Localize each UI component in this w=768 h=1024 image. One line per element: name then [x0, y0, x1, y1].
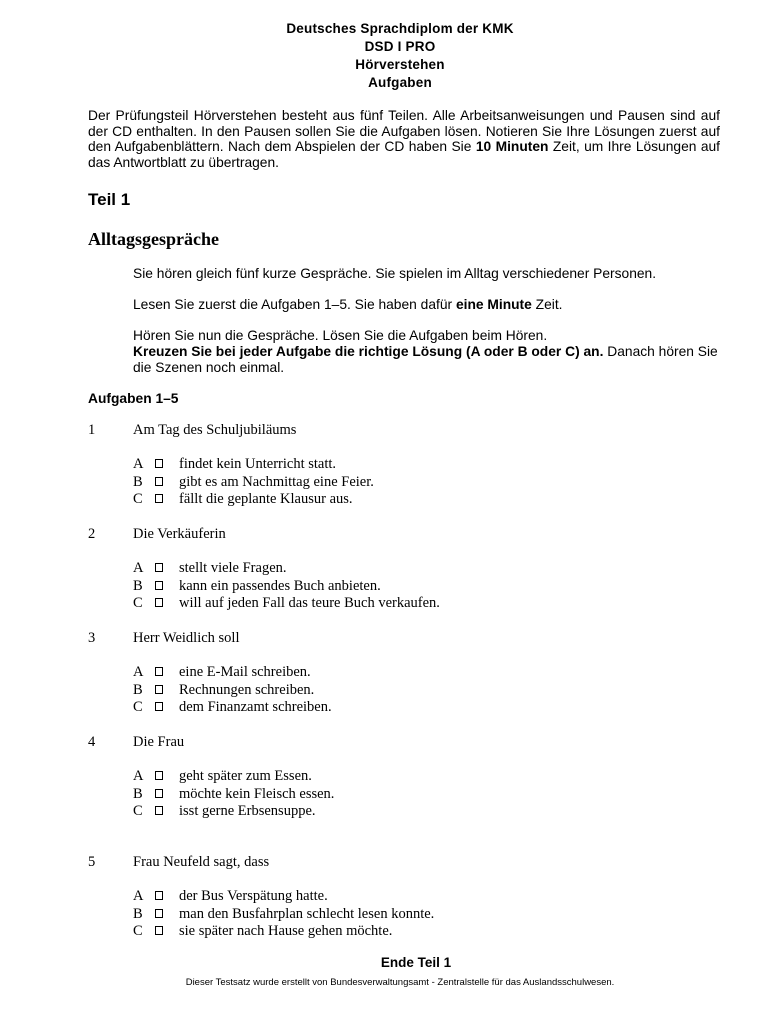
option-letter: B — [133, 785, 143, 802]
option-letter: B — [133, 473, 143, 490]
option-letter: B — [133, 577, 143, 594]
end-of-part: Ende Teil 1 — [380, 955, 452, 970]
intro-paragraph — [88, 108, 720, 170]
option-text: gibt es am Nachmittag eine Feier. — [179, 473, 374, 490]
question-stem: Die Verkäuferin — [133, 526, 226, 542]
checkbox[interactable] — [155, 789, 163, 798]
option-text: möchte kein Fleisch essen. — [179, 785, 335, 802]
option-text: sie später nach Hause gehen möchte. — [179, 923, 393, 939]
header-title: Deutsches Sprachdiplom der KMK — [286, 21, 514, 36]
header-exam-level: DSD I PRO — [364, 39, 436, 54]
option-letter: C — [133, 491, 143, 507]
option-letter: A — [133, 560, 144, 576]
question-number: 4 — [88, 734, 96, 750]
part-title: Teil 1 — [88, 190, 131, 209]
option-text: findet kein Unterricht statt. — [179, 456, 337, 472]
option-letter: A — [133, 456, 144, 472]
intro-text-1: Der Prüfungsteil Hörverstehen besteht aus fünf Teilen. Alle Arbeitsanweisungen und Pausen sind auf der CD enthalten. In den Pausen sollen Sie die Aufgaben lösen. Notieren Sie Ihre Lösungen zuerst auf den Aufgabenblättern. Nach dem Abspielen der CD haben Sie — [88, 108, 720, 155]
instruction-3 — [133, 328, 723, 376]
instruction-2-bold: eine Minute — [455, 297, 532, 312]
instruction-3-post: Danach hören Sie die Szenen noch einmal. — [133, 344, 718, 375]
option-text: will auf jeden Fall das teure Buch verkaufen. — [179, 595, 440, 611]
checkbox[interactable] — [155, 477, 163, 486]
option-text: stellt viele Fragen. — [179, 560, 287, 576]
option-text: geht später zum Essen. — [179, 768, 312, 784]
instruction-2-pre: Lesen Sie zuerst die Aufgaben 1–5. Sie haben dafür — [133, 297, 456, 312]
document-header — [0, 20, 768, 92]
instruction-3-line1: Hören Sie nun die Gespräche. Lösen Sie die Aufgaben beim Hören. — [133, 328, 548, 343]
header-skill: Hörverstehen — [355, 57, 445, 72]
checkbox[interactable] — [155, 771, 163, 780]
option-text: kann ein passendes Buch anbieten. — [179, 577, 381, 594]
checkbox[interactable] — [155, 685, 163, 694]
option-letter: A — [133, 768, 144, 784]
checkbox[interactable] — [155, 891, 163, 900]
option-text: fällt die geplante Klausur aus. — [179, 491, 353, 507]
option-letter: C — [133, 923, 143, 939]
instruction-1: Sie hören gleich fünf kurze Gespräche. Sie spielen im Alltag verschiedener Personen. — [133, 266, 657, 281]
checkbox[interactable] — [155, 667, 163, 676]
option-letter: C — [133, 595, 143, 611]
checkbox[interactable] — [155, 494, 163, 503]
intro-text-2: Zeit, um Ihre Lösungen auf das Antwortblatt zu übertragen. — [88, 139, 720, 170]
footer-credit: Dieser Testsatz wurde erstellt von Bundesverwaltungsamt - Zentralstelle für das Auslandsschulwesen. — [185, 977, 615, 988]
option-letter: C — [133, 803, 143, 819]
checkbox[interactable] — [155, 563, 163, 572]
tasks-heading: Aufgaben 1–5 — [88, 391, 179, 406]
checkbox[interactable] — [155, 581, 163, 590]
option-text: Rechnungen schreiben. — [179, 681, 315, 698]
intro-bold-time: 10 Minuten — [475, 139, 549, 155]
section-title: Alltagsgespräche — [88, 229, 219, 249]
question-number: 1 — [88, 422, 96, 438]
checkbox[interactable] — [155, 459, 163, 468]
question-number: 5 — [88, 854, 96, 870]
option-letter: C — [133, 699, 143, 715]
question-stem: Herr Weidlich soll — [133, 630, 240, 646]
checkbox[interactable] — [155, 909, 163, 918]
instruction-2 — [133, 297, 723, 313]
question-stem: Frau Neufeld sagt, dass — [133, 854, 270, 870]
option-text: dem Finanzamt schreiben. — [179, 699, 332, 715]
question-number: 3 — [88, 630, 96, 646]
question-number: 2 — [88, 526, 96, 542]
option-letter: B — [133, 905, 143, 922]
question-stem: Die Frau — [133, 734, 185, 750]
checkbox[interactable] — [155, 926, 163, 935]
instruction-2-post: Zeit. — [531, 297, 563, 312]
option-text: eine E-Mail schreiben. — [179, 664, 311, 680]
option-letter: B — [133, 681, 143, 698]
option-text: isst gerne Erbsensuppe. — [179, 803, 316, 819]
option-text: der Bus Verspätung hatte. — [179, 888, 328, 904]
question-stem: Am Tag des Schuljubiläums — [133, 422, 297, 438]
header-subtitle: Aufgaben — [368, 75, 432, 90]
checkbox[interactable] — [155, 598, 163, 607]
checkbox[interactable] — [155, 702, 163, 711]
option-letter: A — [133, 888, 144, 904]
checkbox[interactable] — [155, 806, 163, 815]
option-text: man den Busfahrplan schlecht lesen konnte. — [179, 905, 435, 922]
instruction-3-bold: Kreuzen Sie bei jeder Aufgabe die richtige Lösung (A oder B oder C) an. — [133, 344, 604, 359]
option-letter: A — [133, 664, 144, 680]
